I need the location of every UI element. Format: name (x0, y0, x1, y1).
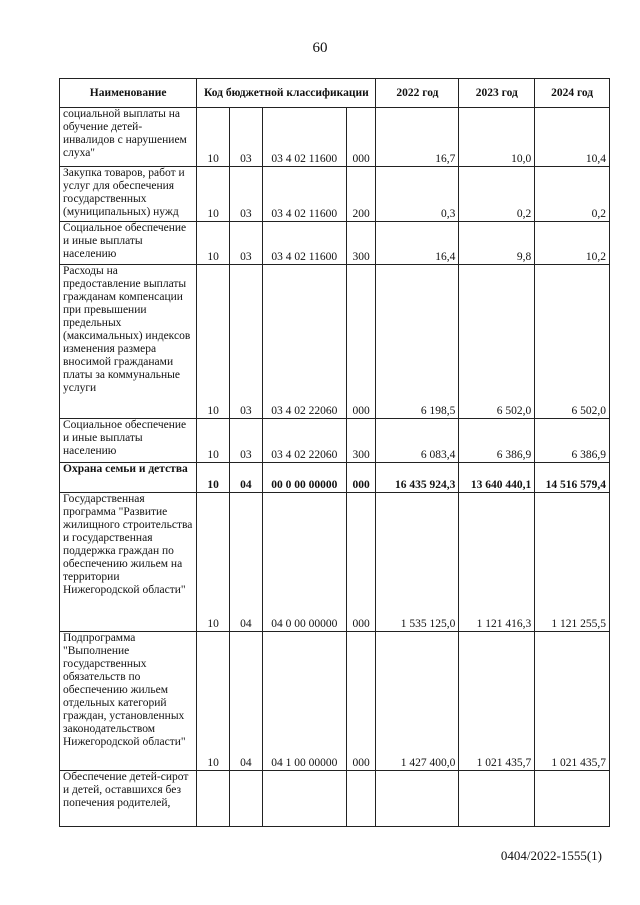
row-expense-type: 300 (346, 222, 376, 265)
header-2024: 2024 год (535, 79, 610, 108)
row-section (197, 771, 230, 827)
row-name: Подпрограмма "Выполнение государственных обязательств по обеспечению жильем отдельных категорий граждан, установленных законодательством Нижегородской области" (60, 632, 197, 771)
row-value-2023: 6 502,0 (459, 265, 535, 419)
row-subsection: 03 (230, 419, 263, 463)
row-value-2024: 10,2 (535, 222, 610, 265)
row-value-2022: 1 427 400,0 (376, 632, 459, 771)
row-subsection: 04 (230, 463, 263, 493)
row-expense-type: 000 (346, 463, 376, 493)
row-subsection: 03 (230, 167, 263, 222)
row-section: 10 (197, 632, 230, 771)
row-value-2022: 6 083,4 (376, 419, 459, 463)
row-value-2023 (459, 771, 535, 827)
row-value-2023: 13 640 440,1 (459, 463, 535, 493)
budget-table (59, 78, 610, 827)
table-row (60, 265, 610, 419)
row-value-2023: 1 121 416,3 (459, 493, 535, 632)
row-value-2023: 0,2 (459, 167, 535, 222)
row-name: Социальное обеспечение и иные выплаты населению (60, 222, 197, 265)
row-target-article: 03 4 02 11600 (262, 167, 346, 222)
table-row (60, 419, 610, 463)
row-expense-type: 000 (346, 493, 376, 632)
row-section: 10 (197, 419, 230, 463)
row-expense-type: 000 (346, 632, 376, 771)
row-target-article: 04 1 00 00000 (262, 632, 346, 771)
row-value-2023: 1 021 435,7 (459, 632, 535, 771)
row-value-2024: 6 386,9 (535, 419, 610, 463)
row-target-article: 04 0 00 00000 (262, 493, 346, 632)
row-name: Расходы на предоставление выплаты гражданам компенсации при превышении предельных (максимальных) индексов изменения размера вносимой гражданами платы за коммунальные услуги (60, 265, 197, 419)
row-expense-type: 200 (346, 167, 376, 222)
row-value-2023: 10,0 (459, 108, 535, 167)
row-name: Охрана семьи и детства (60, 463, 197, 493)
row-target-article (262, 771, 346, 827)
row-value-2024: 1 021 435,7 (535, 632, 610, 771)
row-section: 10 (197, 493, 230, 632)
row-name: социальной выплаты на обучение детей-инвалидов с нарушением слуха" (60, 108, 197, 167)
row-name: Закупка товаров, работ и услуг для обеспечения государственных (муниципальных) нужд (60, 167, 197, 222)
row-name: Социальное обеспечение и иные выплаты населению (60, 419, 197, 463)
row-section: 10 (197, 265, 230, 419)
row-section: 10 (197, 463, 230, 493)
row-value-2024: 14 516 579,4 (535, 463, 610, 493)
table-header-row (60, 79, 610, 108)
row-subsection: 03 (230, 265, 263, 419)
row-target-article: 03 4 02 11600 (262, 222, 346, 265)
row-value-2022 (376, 771, 459, 827)
header-code: Код бюджетной классификации (197, 79, 376, 108)
row-subsection: 03 (230, 222, 263, 265)
row-value-2024: 1 121 255,5 (535, 493, 610, 632)
row-value-2022: 16 435 924,3 (376, 463, 459, 493)
table-row-section-total (60, 463, 610, 493)
row-target-article: 00 0 00 00000 (262, 463, 346, 493)
row-section: 10 (197, 222, 230, 265)
row-expense-type (346, 771, 376, 827)
row-value-2023: 9,8 (459, 222, 535, 265)
document-code: 0404/2022-1555(1) (500, 848, 602, 863)
row-value-2022: 16,7 (376, 108, 459, 167)
row-value-2023: 6 386,9 (459, 419, 535, 463)
row-value-2024: 10,4 (535, 108, 610, 167)
page-number: 60 (312, 40, 328, 56)
row-section: 10 (197, 108, 230, 167)
header-2023: 2023 год (459, 79, 535, 108)
table-row (60, 108, 610, 167)
row-subsection: 04 (230, 493, 263, 632)
row-section: 10 (197, 167, 230, 222)
row-subsection (230, 771, 263, 827)
row-value-2024: 0,2 (535, 167, 610, 222)
row-expense-type: 000 (346, 265, 376, 419)
row-expense-type: 000 (346, 108, 376, 167)
row-value-2022: 6 198,5 (376, 265, 459, 419)
row-value-2022: 1 535 125,0 (376, 493, 459, 632)
row-target-article: 03 4 02 11600 (262, 108, 346, 167)
row-value-2022: 16,4 (376, 222, 459, 265)
row-target-article: 03 4 02 22060 (262, 265, 346, 419)
row-target-article: 03 4 02 22060 (262, 419, 346, 463)
table-row (60, 771, 610, 827)
table-row (60, 222, 610, 265)
row-name: Государственная программа "Развитие жилищного строительства и государственная поддержка граждан по обеспечению жильем на территории Нижегородской области" (60, 493, 197, 632)
row-value-2024 (535, 771, 610, 827)
row-name: Обеспечение детей-сирот и детей, оставшихся без попечения родителей, (60, 771, 197, 827)
row-value-2024: 6 502,0 (535, 265, 610, 419)
header-name: Наименование (60, 79, 197, 108)
row-subsection: 03 (230, 108, 263, 167)
table-row (60, 632, 610, 771)
row-expense-type: 300 (346, 419, 376, 463)
table-row (60, 167, 610, 222)
row-subsection: 04 (230, 632, 263, 771)
table-row (60, 493, 610, 632)
header-2022: 2022 год (376, 79, 459, 108)
row-value-2022: 0,3 (376, 167, 459, 222)
